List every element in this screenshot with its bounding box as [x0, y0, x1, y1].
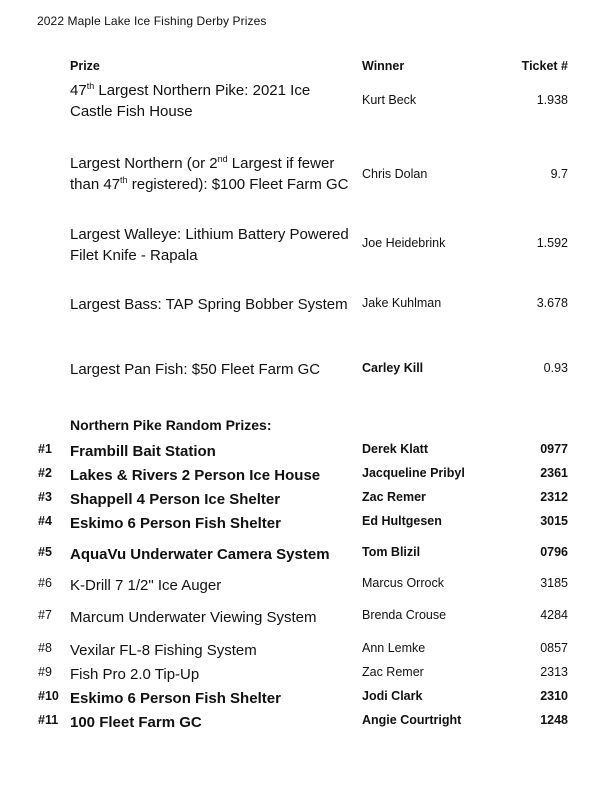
prize-description: Largest Pan Fish: $50 Fleet Farm GC — [70, 361, 321, 378]
column-header-prize: Prize — [70, 59, 100, 73]
prize-description: Lakes & Rivers 2 Person Ice House — [70, 467, 321, 484]
column-header-winner: Winner — [362, 59, 405, 73]
prize-description: Frambill Bait Station — [70, 443, 216, 460]
prize-description: Largest Walleye: Lithium Battery Powered Filet Knife - Rapala — [70, 226, 349, 264]
prize-description: AquaVu Underwater Camera System — [70, 546, 330, 563]
ticket-number: 3185 — [540, 576, 568, 590]
prize-description: Shappell 4 Person Ice Shelter — [70, 491, 281, 508]
section-title-random-prizes: Northern Pike Random Prizes: — [70, 417, 272, 433]
ticket-number: 1248 — [540, 713, 568, 727]
prize-description: Largest Northern (or 2nd Largest if fewer than 47th registered): $100 Fleet Farm GC — [70, 154, 349, 193]
prize-number: #4 — [38, 514, 52, 528]
winner-name: Marcus Orrock — [362, 576, 444, 590]
winner-name: Chris Dolan — [362, 167, 428, 181]
ticket-number: 1.592 — [536, 236, 568, 250]
ticket-number: 0977 — [540, 442, 568, 456]
winner-name: Ann Lemke — [362, 641, 426, 655]
winner-name: Jake Kuhlman — [362, 296, 442, 310]
winner-name: Ed Hultgesen — [362, 514, 442, 528]
prize-description: Eskimo 6 Person Fish Shelter — [70, 515, 281, 532]
prize-number: #2 — [38, 466, 52, 480]
winner-name: Zac Remer — [362, 665, 424, 679]
prize-number: #11 — [38, 713, 59, 727]
document-title: 2022 Maple Lake Ice Fishing Derby Prizes — [37, 14, 267, 28]
winner-name: Kurt Beck — [362, 93, 417, 107]
ticket-number: 0.93 — [543, 361, 568, 375]
prize-description: K-Drill 7 1/2" Ice Auger — [70, 577, 222, 594]
winner-name: Carley Kill — [362, 361, 424, 375]
prize-number: #8 — [38, 641, 52, 655]
prize-description: 100 Fleet Farm GC — [70, 714, 202, 731]
winner-name: Brenda Crouse — [362, 608, 447, 622]
prize-number: #6 — [38, 576, 52, 590]
ticket-number: 0857 — [540, 641, 568, 655]
prize-description: 47th Largest Northern Pike: 2021 Ice Castle Fish House — [70, 81, 311, 120]
ticket-number: 2361 — [540, 466, 568, 480]
ticket-number: 2310 — [540, 689, 568, 703]
ticket-number: 3015 — [540, 514, 568, 528]
ticket-number: 2313 — [540, 665, 568, 679]
winner-name: Angie Courtright — [362, 713, 462, 727]
winner-name: Derek Klatt — [362, 442, 428, 456]
ticket-number: 3.678 — [536, 296, 568, 310]
ticket-number: 1.938 — [536, 93, 568, 107]
winner-name: Zac Remer — [362, 490, 426, 504]
prize-description: Vexilar FL-8 Fishing System — [70, 642, 257, 659]
ticket-number: 2312 — [540, 490, 568, 504]
ticket-number: 9.7 — [550, 167, 568, 181]
winner-name: Joe Heidebrink — [362, 236, 446, 250]
winner-name: Jacqueline Pribyl — [362, 466, 465, 480]
winner-name: Tom Blizil — [362, 545, 421, 559]
column-header-ticket: Ticket # — [521, 59, 568, 73]
prize-number: #7 — [38, 608, 52, 622]
prize-description: Largest Bass: TAP Spring Bobber System — [70, 296, 348, 313]
ticket-number: 0796 — [540, 545, 568, 559]
ticket-number: 4284 — [540, 608, 568, 622]
prize-description: Marcum Underwater Viewing System — [70, 609, 317, 626]
prize-description: Eskimo 6 Person Fish Shelter — [70, 690, 281, 707]
prize-number: #3 — [38, 490, 52, 504]
winner-name: Jodi Clark — [362, 689, 423, 703]
prize-number: #9 — [38, 665, 52, 679]
prize-number: #10 — [38, 689, 59, 703]
prize-number: #1 — [38, 442, 52, 456]
prize-number: #5 — [38, 545, 52, 559]
prize-description: Fish Pro 2.0 Tip-Up — [70, 666, 200, 683]
